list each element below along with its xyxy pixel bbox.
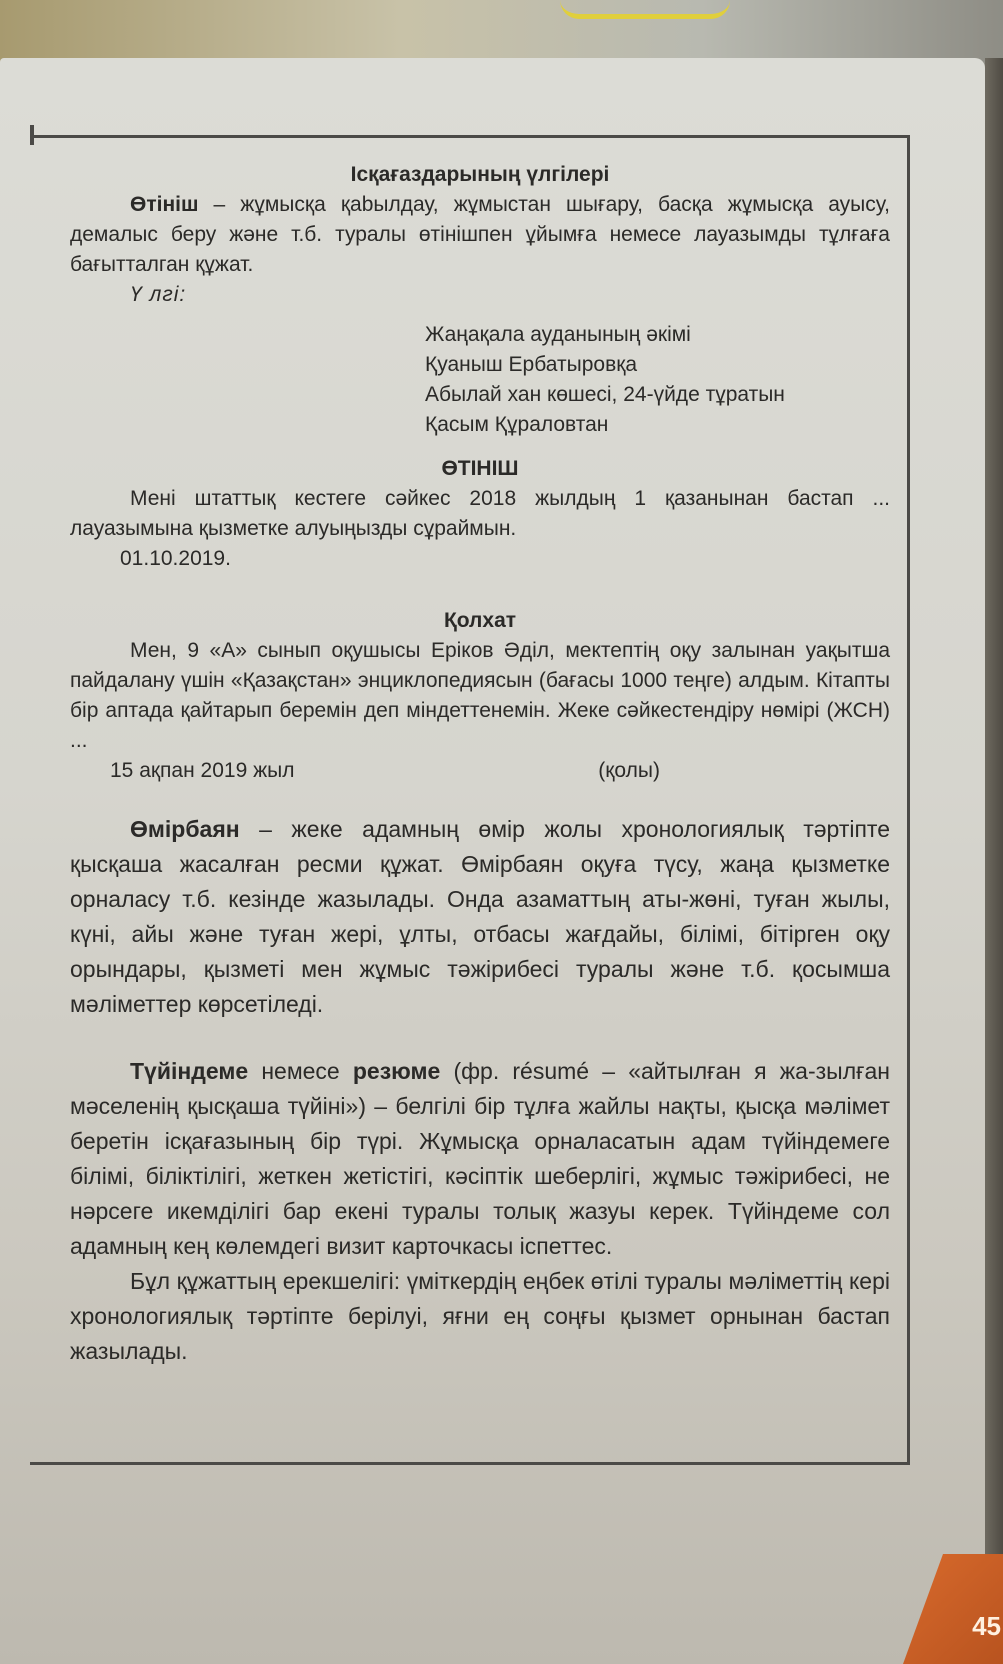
address-line: Қасым Құраловтан — [425, 413, 609, 436]
application-date: 01.10.2019. — [120, 547, 231, 570]
page-edge-shadow — [985, 58, 1003, 1664]
yellow-cable — [560, 0, 730, 19]
biography-paragraph — [70, 812, 890, 1022]
resume-connector: немесе — [248, 1058, 353, 1084]
resume-term: Түйіндеме — [130, 1058, 249, 1084]
address-block — [70, 320, 890, 440]
resume-term-alt: резюме — [352, 1058, 441, 1084]
application-term: Өтініш — [130, 193, 199, 216]
receipt-body: Мен, 9 «А» сынып оқушысы Еріков Әділ, мектептің оқу залынан уақытша пайдалану үшін «Қазақстан» энциклопедиясын (бағасы 1000 теңге) алдым. Кітапты бір аптада қaйтарып беремін деп міндеттенемін. Жеке сәйкестендіру нөмірі (ЖСН) ... — [70, 639, 890, 752]
application-definition-text: – жұмысқа қabылдау, жұмыстан шығару, басқа жұмысқа ауысу, демалыс беру және т.б. туралы өтінішпен ұйымға немесе лауазымды тұлғаға бағытталган құжат. — [70, 193, 890, 276]
receipt-signature: (қолы) — [598, 759, 660, 782]
address-line: Жаңақала ауданының әкімі — [425, 323, 691, 346]
resume-text: (фр. résumé – «айтылған я жа-зылған мәселенің қысқaша түйіні») – белгілі бір тұлға жайлы нақты, қысқa мәлімет беретін ісқағазының бір түрі. Жұмысқа орналасатын адам түйіндемеге білімі, біліктілігі, жеткен жетістігі, кәсіптік шеберлігі, жұмыс тәжірибесі, не нәрсеге икемділігі бар екені туралы толық жазуы керек. Түйіндеме сол адамның кең көлемдегі визит карточкасы іспеттес. — [70, 1058, 890, 1259]
resume-paragraph — [70, 1054, 890, 1264]
application-body: Мені штаттық кестеге сәйкес 2018 жылдың 1 қазанынан бастап ... лауазымына қызметке алуыңызды сұраймын. — [70, 487, 890, 540]
receipt-signature-row — [70, 756, 890, 786]
receipt-date: 15 ақпан 2019 жыл — [110, 759, 295, 782]
page-title: Ісқағаздарының үлгілері — [350, 163, 610, 186]
resume-feature-paragraph: Бұл құжаттың ерекшелігі: үміткердің еңбек өтілі туралы мәліметтің кері хронологиялық тәртіпте берілуі, яғни ең соңғы қызмет орнынан бастап жазылады. — [70, 1268, 890, 1364]
page-content — [70, 160, 890, 1369]
biography-text: – жеке адамның өмір жолы хронологиялық тәртіпте қысқaша жасалған ресми құжат. Өмірбаян оқуға түсу, жаңа қызметке орналасу т.б. кезінде жазылады. Онда азаматтың аты-жөні, туған жылы, күні, айы және туған жері, ұлты, отбасы жағдайы, білімі, бітірген оқу орындары, қызметі мен жұмыс тәжірибесі туралы және т.б. қосымша мәліметтер көрсетіледі. — [70, 816, 890, 1017]
address-line: Абылай хан көшесі, 24-үйде тұратын — [425, 383, 785, 406]
application-definition — [70, 190, 890, 280]
receipt-title: Қолхат — [443, 609, 517, 632]
address-line: Қуаныш Ербатыровқа — [425, 353, 638, 376]
example-label: Ү лгі: — [130, 283, 187, 306]
application-title: ӨТІНІШ — [441, 457, 519, 480]
biography-term: Өмірбаян — [130, 816, 240, 842]
page-number: 45 — [972, 1611, 1001, 1641]
